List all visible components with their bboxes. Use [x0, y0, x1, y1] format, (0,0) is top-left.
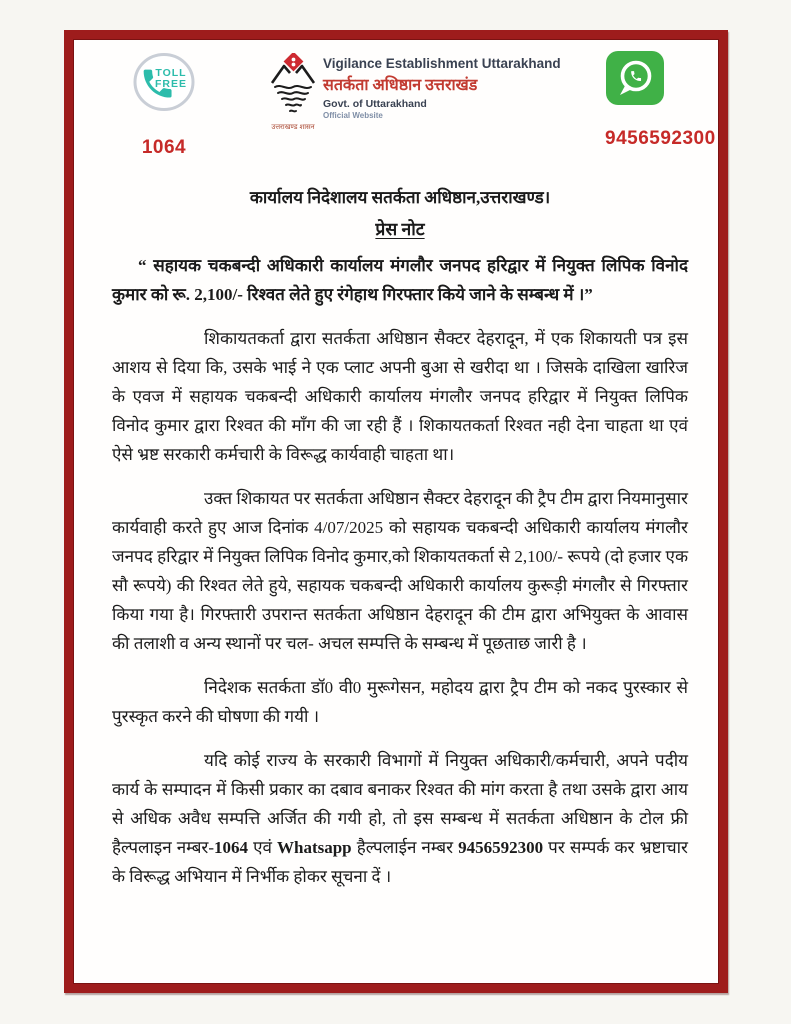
- closing-text-part1: यदि कोई राज्य के सरकारी विभागों में नियुक्त अधिकारी/कर्मचारी, अपने पदीय कार्य के सम्पादन में किसी प्रकार का दबाव बनाकर रिश्वत की मांग करता है तथा उसके द्वारा आय से अधिक अवैध सम्पत्ति अर्जित की गयी हो, तो इस सम्बन्ध में सतर्कता अधिष्ठान के टोल फ्री हैल्पलाइन नम्बर-: [112, 751, 688, 857]
- press-note-body: [112, 185, 688, 891]
- uttarakhand-emblem-icon: [271, 53, 315, 117]
- page-border-frame: [64, 30, 728, 993]
- office-title: कार्यालय निदेशालय सतर्कता अधिष्ठान,उत्तराखण्ड।: [249, 188, 551, 207]
- brand-tagline: Official Website: [323, 111, 383, 120]
- whatsapp-icon: [605, 50, 665, 106]
- headline-paragraph: “ सहायक चकबन्दी अधिकारी कार्यालय मंगलौर जनपद हरिद्वार में नियुक्त लिपिक विनोद कुमार को रू. 2,100/- रिश्वत लेते हुए रंगेहाथ गिरफ्तार किये जाने के सम्बन्ध में ।”: [112, 256, 688, 304]
- paragraph-complaint: शिकायतकर्ता द्वारा सतर्कता अधिष्ठान सैक्टर देहरादून, में एक शिकायती पत्र इस आशय से दिया कि, उसके भाई ने एक प्लाट अपनी बुआ से खरीदा था । जिसके दाखिला खारिज के एवज में सहायक चकबन्दी अधिकारी कार्यालय मंगलौर जनपद हरिद्वार में नियुक्त लिपिक विनोद कुमार द्वारा रिश्वत की माँग की जा रही हैं । शिकायतकर्ता रिश्वत नही देना चाहता था एवं ऐसे भ्रष्ट सरकारी कर्मचारी के विरूद्ध कार्यवाही चाहता था।: [112, 329, 688, 464]
- paragraph-helpline-appeal: [112, 746, 688, 891]
- brand-text: [323, 53, 561, 120]
- brand-subtitle: Govt. of Uttarakhand: [323, 98, 427, 110]
- paragraph-trap-action: उक्त शिकायत पर सतर्कता अधिष्ठान सैक्टर देहरादून की ट्रैप टीम द्वारा नियमानुसार कार्यवाही करते हुए आज दिनांक 4/07/2025 को सहायक चकबन्दी अधिकारी कार्यालय मंगलौर जनपद हरिद्वार में नियुक्त लिपिक विनोद कुमार,को शिकायतकर्ता से 2,100/- रूपये (दो हजार एक सौ रूपये) की रिश्वत लेते हुये, सहायक चकबन्दी अधिकारी कार्यालय कुरूड़ी मंगलौर से गिरफ्तार किया गया है। गिरफ्तारी उपरान्त सतर्कता अधिष्ठान देहरादून की टीम द्वारा अभियुक्त के आवास की तलाशी व अन्य स्थानों पर चल- अचल सम्पत्ति के सम्बन्ध में पूछताछ जारी है ।: [112, 489, 688, 653]
- toll-free-phone-icon: [133, 52, 195, 112]
- whatsapp-helpline-number: 9456592300: [458, 838, 544, 857]
- brand-block: [269, 53, 561, 132]
- svg-text:TOLL: TOLL: [155, 67, 187, 79]
- whatsapp-block: [605, 50, 755, 150]
- brand-title-english: Vigilance Establishment Uttarakhand: [323, 56, 561, 71]
- whatsapp-word: Whatsapp: [277, 838, 352, 857]
- emblem-caption: उत्तराखण्ड शासन: [271, 124, 315, 131]
- closing-text-part2: एवं: [248, 838, 277, 857]
- brand-title-hindi: सतर्कता अधिष्ठान उत्तराखंड: [323, 77, 478, 94]
- toll-free-block: [125, 52, 203, 159]
- uttarakhand-emblem: [269, 53, 317, 132]
- toll-free-helpline-number: 1064: [214, 838, 249, 857]
- toll-free-number: 1064: [141, 137, 187, 158]
- whatsapp-number: 9456592300: [605, 128, 716, 149]
- paragraph-reward: निदेशक सतर्कता डॉ0 वी0 मुरूगेसन, महोदय द्वारा ट्रैप टीम को नकद पुरस्कार से पुरस्कृत करने की घोषणा की गयी ।: [112, 678, 688, 726]
- svg-text:FREE: FREE: [154, 78, 188, 90]
- press-note-heading: प्रेस नोट: [375, 219, 425, 239]
- closing-text-part3: हैल्पलाईन नम्बर: [351, 838, 459, 857]
- closing-text-part4: पर सम्पर्क कर भ्रष्टाचार के विरूद्ध अभियान में निर्भीक होकर सूचना दें ।: [112, 838, 688, 886]
